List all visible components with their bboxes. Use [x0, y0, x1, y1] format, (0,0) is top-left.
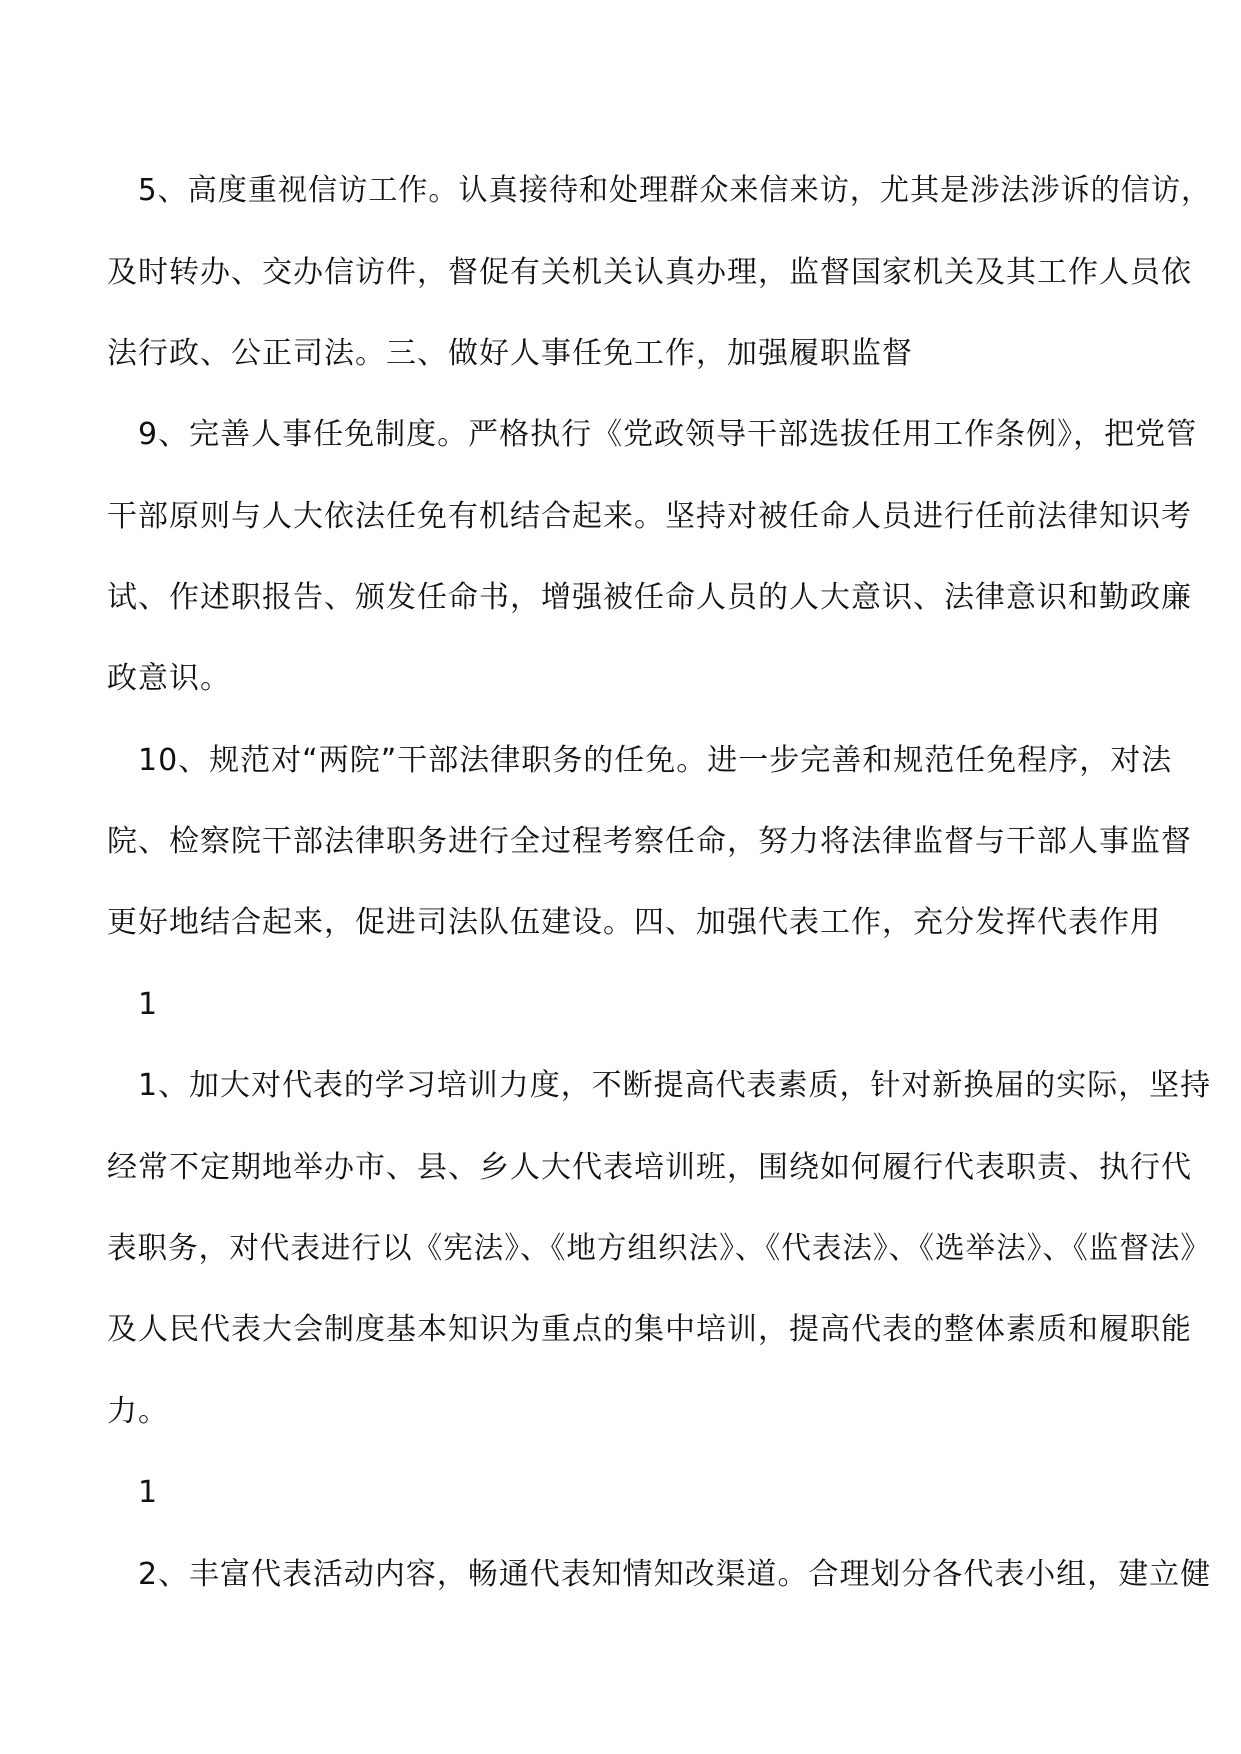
text-line: 表职务，对代表进行以《宪法》、《地方组织法》、《代表法》、《选举法》、《监督法》 [107, 1231, 1211, 1266]
text-line: 2、丰富代表活动内容，畅通代表知情知改渠道。合理划分各代表小组，建立健 [138, 1557, 1212, 1592]
text-line: 5、高度重视信访工作。认真接待和处理群众来信来访，尤其是涉法涉诉的信访， [138, 173, 1212, 208]
text-line: 试、作述职报告、颁发任命书，增强被任命人员的人大意识、法律意识和勤政廉 [107, 580, 1192, 615]
text-line: 1、加大对代表的学习培训力度，不断提高代表素质，针对新换届的实际，坚持 [138, 1068, 1212, 1103]
text-line: 力。 [107, 1394, 169, 1429]
text-line: 及人民代表大会制度基本知识为重点的集中培训，提高代表的整体素质和履职能 [107, 1312, 1192, 1347]
text-line: 干部原则与人大依法任免有机结合起来。坚持对被任命人员进行任前法律知识考 [107, 499, 1192, 534]
text-line: 政意识。 [107, 661, 231, 696]
text-line: 1 [138, 1475, 159, 1510]
text-line: 10、规范对“两院”干部法律职务的任免。进一步完善和规范任免程序，对法 [138, 743, 1173, 778]
text-line: 9、完善人事任免制度。严格执行《党政领导干部选拔任用工作条例》，把党管 [138, 417, 1198, 452]
text-line: 经常不定期地举办市、县、乡人大代表培训班，围绕如何履行代表职责、执行代 [107, 1150, 1192, 1185]
text-line: 院、检察院干部法律职务进行全过程考察任命，努力将法律监督与干部人事监督 [107, 824, 1192, 859]
text-line: 1 [138, 987, 159, 1022]
text-line: 法行政、公正司法。三、做好人事任免工作，加强履职监督 [107, 336, 913, 371]
text-line: 及时转办、交办信访件，督促有关机关认真办理，监督国家机关及其工作人员依 [107, 255, 1192, 290]
text-line: 更好地结合起来，促进司法队伍建设。四、加强代表工作，充分发挥代表作用 [107, 905, 1161, 940]
